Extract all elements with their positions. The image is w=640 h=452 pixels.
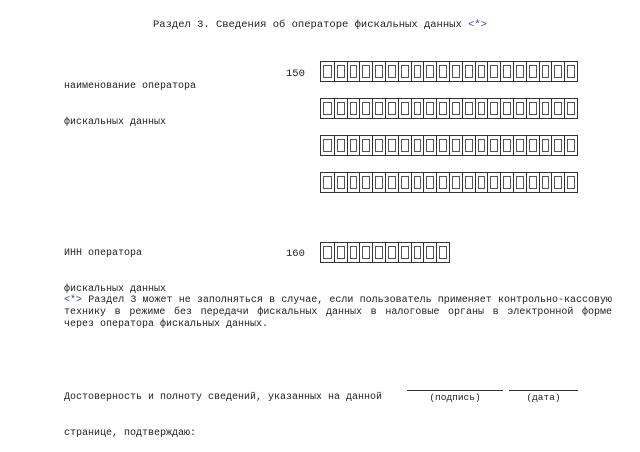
char-cell[interactable] bbox=[398, 99, 411, 118]
char-cell[interactable] bbox=[372, 173, 385, 192]
char-cell-inner bbox=[465, 102, 473, 115]
char-cell[interactable] bbox=[551, 99, 564, 118]
char-cell-inner bbox=[542, 102, 550, 115]
char-cell[interactable] bbox=[513, 136, 526, 155]
char-cell-inner bbox=[362, 176, 370, 189]
char-cell[interactable] bbox=[513, 62, 526, 81]
char-cell[interactable] bbox=[487, 99, 500, 118]
operator-name-row-2[interactable] bbox=[320, 98, 578, 119]
char-cell-inner bbox=[401, 102, 409, 115]
char-cell[interactable] bbox=[385, 243, 398, 262]
char-cell-inner bbox=[490, 139, 498, 152]
char-cell-inner bbox=[375, 139, 383, 152]
char-cell-inner bbox=[426, 65, 434, 78]
char-cell[interactable] bbox=[526, 99, 539, 118]
char-cell[interactable] bbox=[372, 62, 385, 81]
char-cell-inner bbox=[350, 139, 358, 152]
confirmation-line2: странице, подтверждаю: bbox=[64, 428, 197, 439]
char-cell-inner bbox=[554, 176, 562, 189]
char-cell[interactable] bbox=[487, 173, 500, 192]
char-cell[interactable] bbox=[398, 62, 411, 81]
char-cell-inner bbox=[554, 102, 562, 115]
operator-name-row-4[interactable] bbox=[320, 172, 578, 193]
char-cell[interactable] bbox=[423, 243, 436, 262]
char-cell-inner bbox=[529, 176, 537, 189]
char-cell[interactable] bbox=[359, 99, 372, 118]
char-cell-inner bbox=[337, 246, 345, 259]
char-cell-inner bbox=[337, 139, 345, 152]
char-cell-inner bbox=[542, 176, 550, 189]
char-cell[interactable] bbox=[436, 136, 449, 155]
char-cell[interactable] bbox=[487, 136, 500, 155]
char-cell[interactable] bbox=[462, 136, 475, 155]
char-cell[interactable] bbox=[462, 173, 475, 192]
char-cell-inner bbox=[529, 65, 537, 78]
operator-name-label-line1: наименование оператора bbox=[64, 81, 197, 92]
char-cell[interactable] bbox=[475, 62, 488, 81]
char-cell-inner bbox=[554, 65, 562, 78]
char-cell-inner bbox=[503, 102, 511, 115]
char-cell[interactable] bbox=[462, 99, 475, 118]
char-cell-inner bbox=[554, 139, 562, 152]
char-cell[interactable] bbox=[359, 136, 372, 155]
char-cell-inner bbox=[323, 65, 332, 78]
char-cell[interactable] bbox=[449, 62, 462, 81]
char-cell-inner bbox=[465, 65, 473, 78]
char-cell[interactable] bbox=[500, 62, 513, 81]
char-cell[interactable] bbox=[475, 136, 488, 155]
footnote bbox=[64, 295, 612, 331]
char-cell[interactable] bbox=[347, 243, 360, 262]
char-cell[interactable] bbox=[551, 173, 564, 192]
char-cell-inner bbox=[414, 102, 422, 115]
char-cell-inner bbox=[337, 65, 345, 78]
char-cell-inner bbox=[375, 65, 383, 78]
char-cell[interactable] bbox=[487, 62, 500, 81]
char-cell-inner bbox=[516, 102, 524, 115]
char-cell-inner bbox=[414, 246, 422, 259]
char-cell[interactable] bbox=[347, 173, 360, 192]
char-cell[interactable] bbox=[436, 62, 449, 81]
char-cell-inner bbox=[388, 246, 396, 259]
date-line[interactable] bbox=[509, 390, 578, 391]
char-cell-inner bbox=[516, 139, 524, 152]
char-cell[interactable] bbox=[564, 62, 577, 81]
char-cell[interactable] bbox=[423, 62, 436, 81]
char-cell[interactable] bbox=[321, 99, 334, 118]
char-cell-inner bbox=[516, 65, 524, 78]
char-cell[interactable] bbox=[475, 173, 488, 192]
char-cell-inner bbox=[490, 102, 498, 115]
char-cell[interactable] bbox=[372, 243, 385, 262]
char-cell-inner bbox=[529, 139, 537, 152]
char-cell[interactable] bbox=[321, 173, 334, 192]
char-cell[interactable] bbox=[436, 99, 449, 118]
char-cell-inner bbox=[375, 176, 383, 189]
char-cell-inner bbox=[388, 139, 396, 152]
operator-name-row-1[interactable] bbox=[320, 61, 578, 82]
char-cell-inner bbox=[401, 139, 409, 152]
date-caption: (дата) bbox=[526, 392, 561, 403]
char-cell-inner bbox=[542, 65, 550, 78]
char-cell-inner bbox=[465, 139, 473, 152]
char-cell-inner bbox=[452, 65, 460, 78]
char-cell-inner bbox=[567, 102, 575, 115]
char-cell-inner bbox=[503, 176, 511, 189]
operator-name-row-3[interactable] bbox=[320, 135, 578, 156]
char-cell[interactable] bbox=[500, 99, 513, 118]
footnote-ref: <*> bbox=[64, 295, 83, 306]
char-cell[interactable] bbox=[436, 243, 449, 262]
char-cell-inner bbox=[401, 65, 409, 78]
char-cell[interactable] bbox=[385, 173, 398, 192]
char-cell-inner bbox=[478, 139, 486, 152]
char-cell[interactable] bbox=[513, 99, 526, 118]
confirmation-text bbox=[64, 368, 382, 452]
char-cell[interactable] bbox=[385, 99, 398, 118]
char-cell-inner bbox=[439, 139, 447, 152]
char-cell-inner bbox=[362, 65, 370, 78]
char-cell-inner bbox=[323, 176, 332, 189]
char-cell-inner bbox=[439, 102, 447, 115]
char-cell[interactable] bbox=[359, 62, 372, 81]
confirmation-line1: Достоверность и полноту сведений, указанных на данной bbox=[64, 392, 383, 403]
char-cell-inner bbox=[439, 176, 447, 189]
operator-inn-label-line2: фискальных данных bbox=[64, 284, 167, 295]
char-cell[interactable] bbox=[411, 62, 424, 81]
char-cell-inner bbox=[323, 246, 332, 259]
char-cell[interactable] bbox=[334, 62, 347, 81]
char-cell[interactable] bbox=[347, 136, 360, 155]
operator-name-code: 150 bbox=[286, 68, 305, 80]
char-cell-inner bbox=[350, 102, 358, 115]
char-cell[interactable] bbox=[564, 99, 577, 118]
char-cell[interactable] bbox=[398, 173, 411, 192]
char-cell[interactable] bbox=[500, 136, 513, 155]
char-cell[interactable] bbox=[398, 136, 411, 155]
char-cell[interactable] bbox=[321, 62, 334, 81]
char-cell-inner bbox=[362, 246, 370, 259]
char-cell[interactable] bbox=[449, 136, 462, 155]
char-cell[interactable] bbox=[526, 136, 539, 155]
char-cell-inner bbox=[350, 176, 358, 189]
char-cell-inner bbox=[323, 102, 332, 115]
char-cell[interactable] bbox=[372, 99, 385, 118]
char-cell[interactable] bbox=[462, 62, 475, 81]
char-cell[interactable] bbox=[423, 136, 436, 155]
char-cell[interactable] bbox=[449, 173, 462, 192]
char-cell-inner bbox=[542, 139, 550, 152]
char-cell[interactable] bbox=[500, 173, 513, 192]
char-cell[interactable] bbox=[321, 243, 334, 262]
char-cell[interactable] bbox=[423, 173, 436, 192]
char-cell[interactable] bbox=[372, 136, 385, 155]
char-cell[interactable] bbox=[334, 243, 347, 262]
char-cell-inner bbox=[350, 65, 358, 78]
char-cell[interactable] bbox=[551, 62, 564, 81]
char-cell-inner bbox=[478, 65, 486, 78]
char-cell-inner bbox=[478, 102, 486, 115]
char-cell-inner bbox=[388, 65, 396, 78]
char-cell-inner bbox=[567, 65, 575, 78]
char-cell-inner bbox=[567, 176, 575, 189]
char-cell[interactable] bbox=[423, 99, 436, 118]
char-cell-inner bbox=[350, 246, 358, 259]
char-cell[interactable] bbox=[539, 62, 552, 81]
char-cell-inner bbox=[375, 102, 383, 115]
section-footnote-ref: <*> bbox=[468, 19, 487, 31]
char-cell[interactable] bbox=[334, 99, 347, 118]
char-cell-inner bbox=[362, 139, 370, 152]
char-cell-inner bbox=[452, 102, 460, 115]
char-cell-inner bbox=[503, 65, 511, 78]
char-cell-inner bbox=[452, 139, 460, 152]
char-cell[interactable] bbox=[321, 136, 334, 155]
char-cell[interactable] bbox=[334, 136, 347, 155]
signature-caption: (подпись) bbox=[429, 392, 481, 403]
char-cell-inner bbox=[567, 139, 575, 152]
char-cell[interactable] bbox=[436, 173, 449, 192]
char-cell-inner bbox=[490, 65, 498, 78]
char-cell[interactable] bbox=[564, 173, 577, 192]
operator-name-label-line2: фискальных данных bbox=[64, 117, 167, 128]
char-cell[interactable] bbox=[513, 173, 526, 192]
char-cell-inner bbox=[529, 102, 537, 115]
char-cell[interactable] bbox=[411, 99, 424, 118]
char-cell-inner bbox=[516, 176, 524, 189]
operator-inn-row[interactable] bbox=[320, 242, 450, 263]
char-cell[interactable] bbox=[411, 136, 424, 155]
char-cell[interactable] bbox=[564, 136, 577, 155]
char-cell[interactable] bbox=[539, 99, 552, 118]
char-cell-inner bbox=[426, 139, 434, 152]
char-cell[interactable] bbox=[526, 62, 539, 81]
signature-line[interactable] bbox=[407, 390, 503, 391]
char-cell[interactable] bbox=[334, 173, 347, 192]
operator-inn-label-line1: ИНН оператора bbox=[64, 248, 143, 259]
char-cell-inner bbox=[426, 102, 434, 115]
char-cell-inner bbox=[388, 176, 396, 189]
char-cell[interactable] bbox=[526, 173, 539, 192]
section-title bbox=[0, 19, 640, 31]
char-cell-inner bbox=[465, 176, 473, 189]
char-cell-inner bbox=[414, 139, 422, 152]
char-cell-inner bbox=[323, 139, 332, 152]
char-cell-inner bbox=[414, 65, 422, 78]
char-cell[interactable] bbox=[475, 99, 488, 118]
char-cell[interactable] bbox=[539, 173, 552, 192]
char-cell-inner bbox=[388, 102, 396, 115]
char-cell[interactable] bbox=[449, 99, 462, 118]
operator-inn-code: 160 bbox=[286, 248, 305, 260]
operator-name-label bbox=[64, 57, 196, 141]
char-cell-inner bbox=[401, 246, 409, 259]
char-cell-inner bbox=[426, 246, 434, 259]
char-cell[interactable] bbox=[398, 243, 411, 262]
char-cell-inner bbox=[439, 65, 447, 78]
char-cell[interactable] bbox=[551, 136, 564, 155]
char-cell[interactable] bbox=[347, 62, 360, 81]
char-cell[interactable] bbox=[411, 173, 424, 192]
char-cell-inner bbox=[503, 139, 511, 152]
char-cell[interactable] bbox=[539, 136, 552, 155]
char-cell-inner bbox=[426, 176, 434, 189]
char-cell[interactable] bbox=[347, 99, 360, 118]
char-cell-inner bbox=[439, 246, 447, 259]
char-cell-inner bbox=[414, 176, 422, 189]
char-cell-inner bbox=[490, 176, 498, 189]
char-cell[interactable] bbox=[359, 173, 372, 192]
section-title-text: Раздел 3. Сведения об операторе фискальных данных bbox=[153, 19, 462, 31]
char-cell[interactable] bbox=[385, 136, 398, 155]
char-cell-inner bbox=[337, 102, 345, 115]
char-cell-inner bbox=[375, 246, 383, 259]
char-cell-inner bbox=[362, 102, 370, 115]
char-cell[interactable] bbox=[385, 62, 398, 81]
char-cell[interactable] bbox=[359, 243, 372, 262]
char-cell-inner bbox=[478, 176, 486, 189]
char-cell-inner bbox=[337, 176, 345, 189]
footnote-text: Раздел 3 может не заполняться в случае, если пользователь применяет контрольно-кассовую технику в режиме без передачи фискальных данных в налоговые органы в электронной форме через оператора фискальных данных. bbox=[64, 295, 612, 330]
char-cell-inner bbox=[401, 176, 409, 189]
char-cell[interactable] bbox=[411, 243, 424, 262]
char-cell-inner bbox=[452, 176, 460, 189]
